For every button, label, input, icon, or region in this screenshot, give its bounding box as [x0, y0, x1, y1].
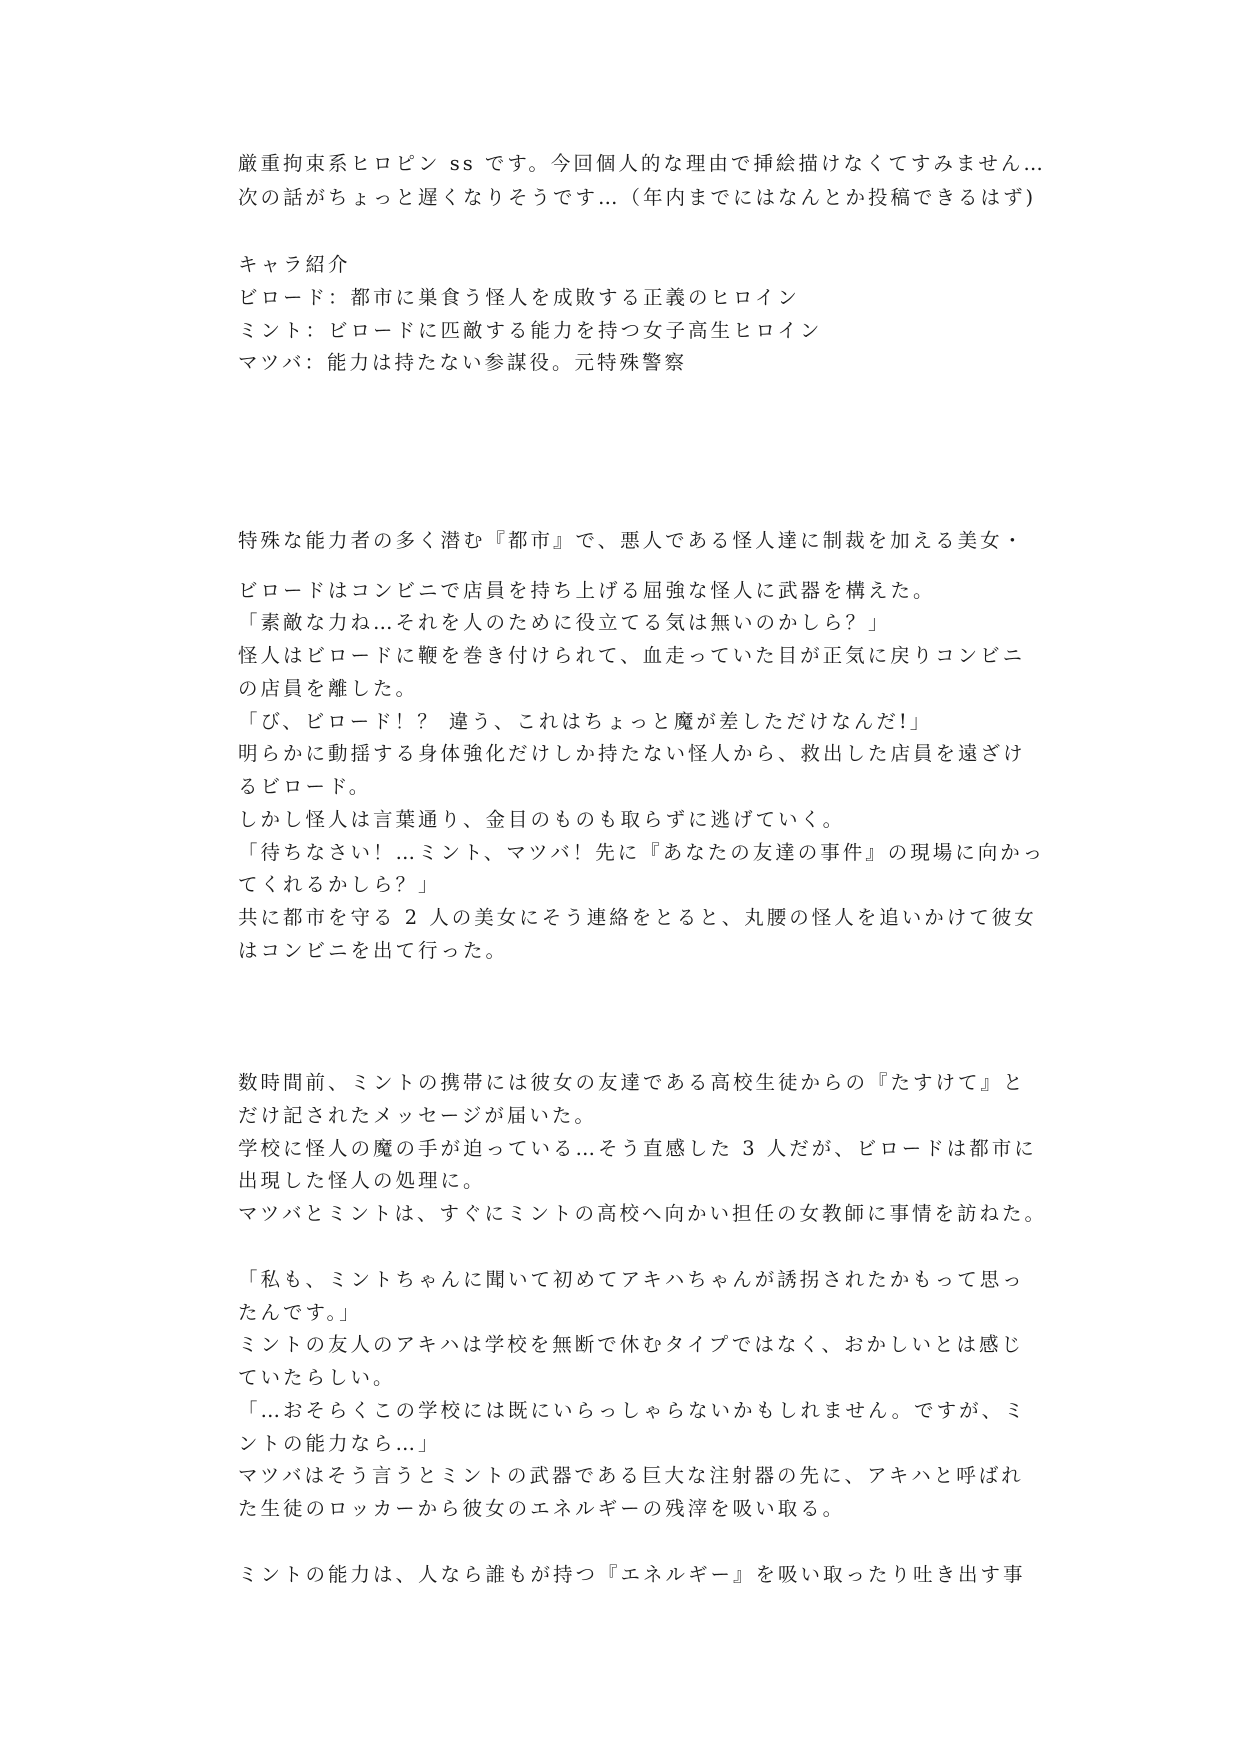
story-line: 学校に怪人の魔の手が迫っている…そう直感した 3 人だが、ビロードは都市に [238, 1137, 1037, 1160]
story-line: 数時間前、ミントの携帯には彼女の友達である高校生徒からの『たすけて』と [238, 1071, 1026, 1094]
story-line: ミントの友人のアキハは学校を無断で休むタイプではなく、おかしいとは感じ [238, 1333, 1024, 1356]
story-line: 共に都市を守る 2 人の美女にそう連絡をとると、丸腰の怪人を追いかけて彼女 [238, 906, 1037, 929]
story-line: 「…おそらくこの学校には既にいらっしゃらないかもしれません。ですが、ミ [238, 1399, 1027, 1422]
story-line: 怪人はビロードに鞭を巻き付けられて、血走っていた目が正気に戻りコンビニ [238, 644, 1026, 667]
story-line: の店員を離した。 [238, 677, 419, 700]
character-heading: キャラ紹介 [238, 253, 351, 276]
story-line: マツバはそう言うとミントの武器である巨大な注射器の先に、アキハと呼ばれ [238, 1464, 1024, 1487]
character-line-velvet: ビロード：都市に巣食う怪人を成敗する正義のヒロイン [238, 286, 800, 309]
character-line-matsuba: マツバ：能力は持たない参謀役。元特殊警察 [238, 351, 688, 374]
story-line: ミントの能力は、人なら誰もが持つ『エネルギー』を吸い取ったり吐き出す事 [238, 1563, 1026, 1586]
story-line: 特殊な能力者の多く潜む『都市』で、悪人である怪人達に制裁を加える美女・ [238, 529, 1026, 552]
intro-line-1: 厳重拘束系ヒロピン ss です。今回個人的な理由で挿絵描けなくてすみません… [238, 152, 1046, 175]
story-line: はコンビニを出て行った。 [238, 939, 509, 962]
story-line: た生徒のロッカーから彼女のエネルギーの残滓を吸い取る。 [238, 1497, 846, 1520]
story-line: 「私も、ミントちゃんに聞いて初めてアキハちゃんが誘拐されたかもって思っ [238, 1268, 1025, 1291]
story-line: たんです。」 [238, 1301, 362, 1324]
story-line: 「待ちなさい！…ミント、マツバ！先に『あなたの友達の事件』の現場に向かっ [238, 841, 1046, 864]
character-line-mint: ミント：ビロードに匹敵する能力を持つ女子高生ヒロイン [238, 319, 823, 342]
story-line: 「素敵な力ね…それを人のために役立てる気は無いのかしら？」 [238, 611, 891, 634]
story-line: ビロードはコンビニで店員を持ち上げる屈強な怪人に武器を構えた。 [238, 579, 936, 602]
story-line: マツバとミントは、すぐにミントの高校へ向かい担任の女教師に事情を訪ねた。 [238, 1202, 1048, 1225]
story-line: 明らかに動揺する身体強化だけしか持たない怪人から、救出した店員を遠ざけ [238, 742, 1026, 765]
story-line: だけ記されたメッセージが届いた。 [238, 1104, 597, 1127]
story-line: 出現した怪人の処理に。 [238, 1169, 486, 1192]
story-line: しかし怪人は言葉通り、金目のものも取らずに逃げていく。 [238, 808, 846, 831]
story-line: てくれるかしら？」 [238, 873, 441, 896]
intro-line-2: 次の話がちょっと遅くなりそうです…（年内までにはなんとか投稿できるはず) [238, 186, 1037, 209]
story-line: るビロード。 [238, 775, 372, 798]
story-line: ていたらしい。 [238, 1366, 396, 1389]
story-line: ントの能力なら…」 [238, 1432, 441, 1455]
story-line: 「び、ビロード！？ 違う、これはちょっと魔が差しただけなんだ!」 [238, 710, 933, 733]
